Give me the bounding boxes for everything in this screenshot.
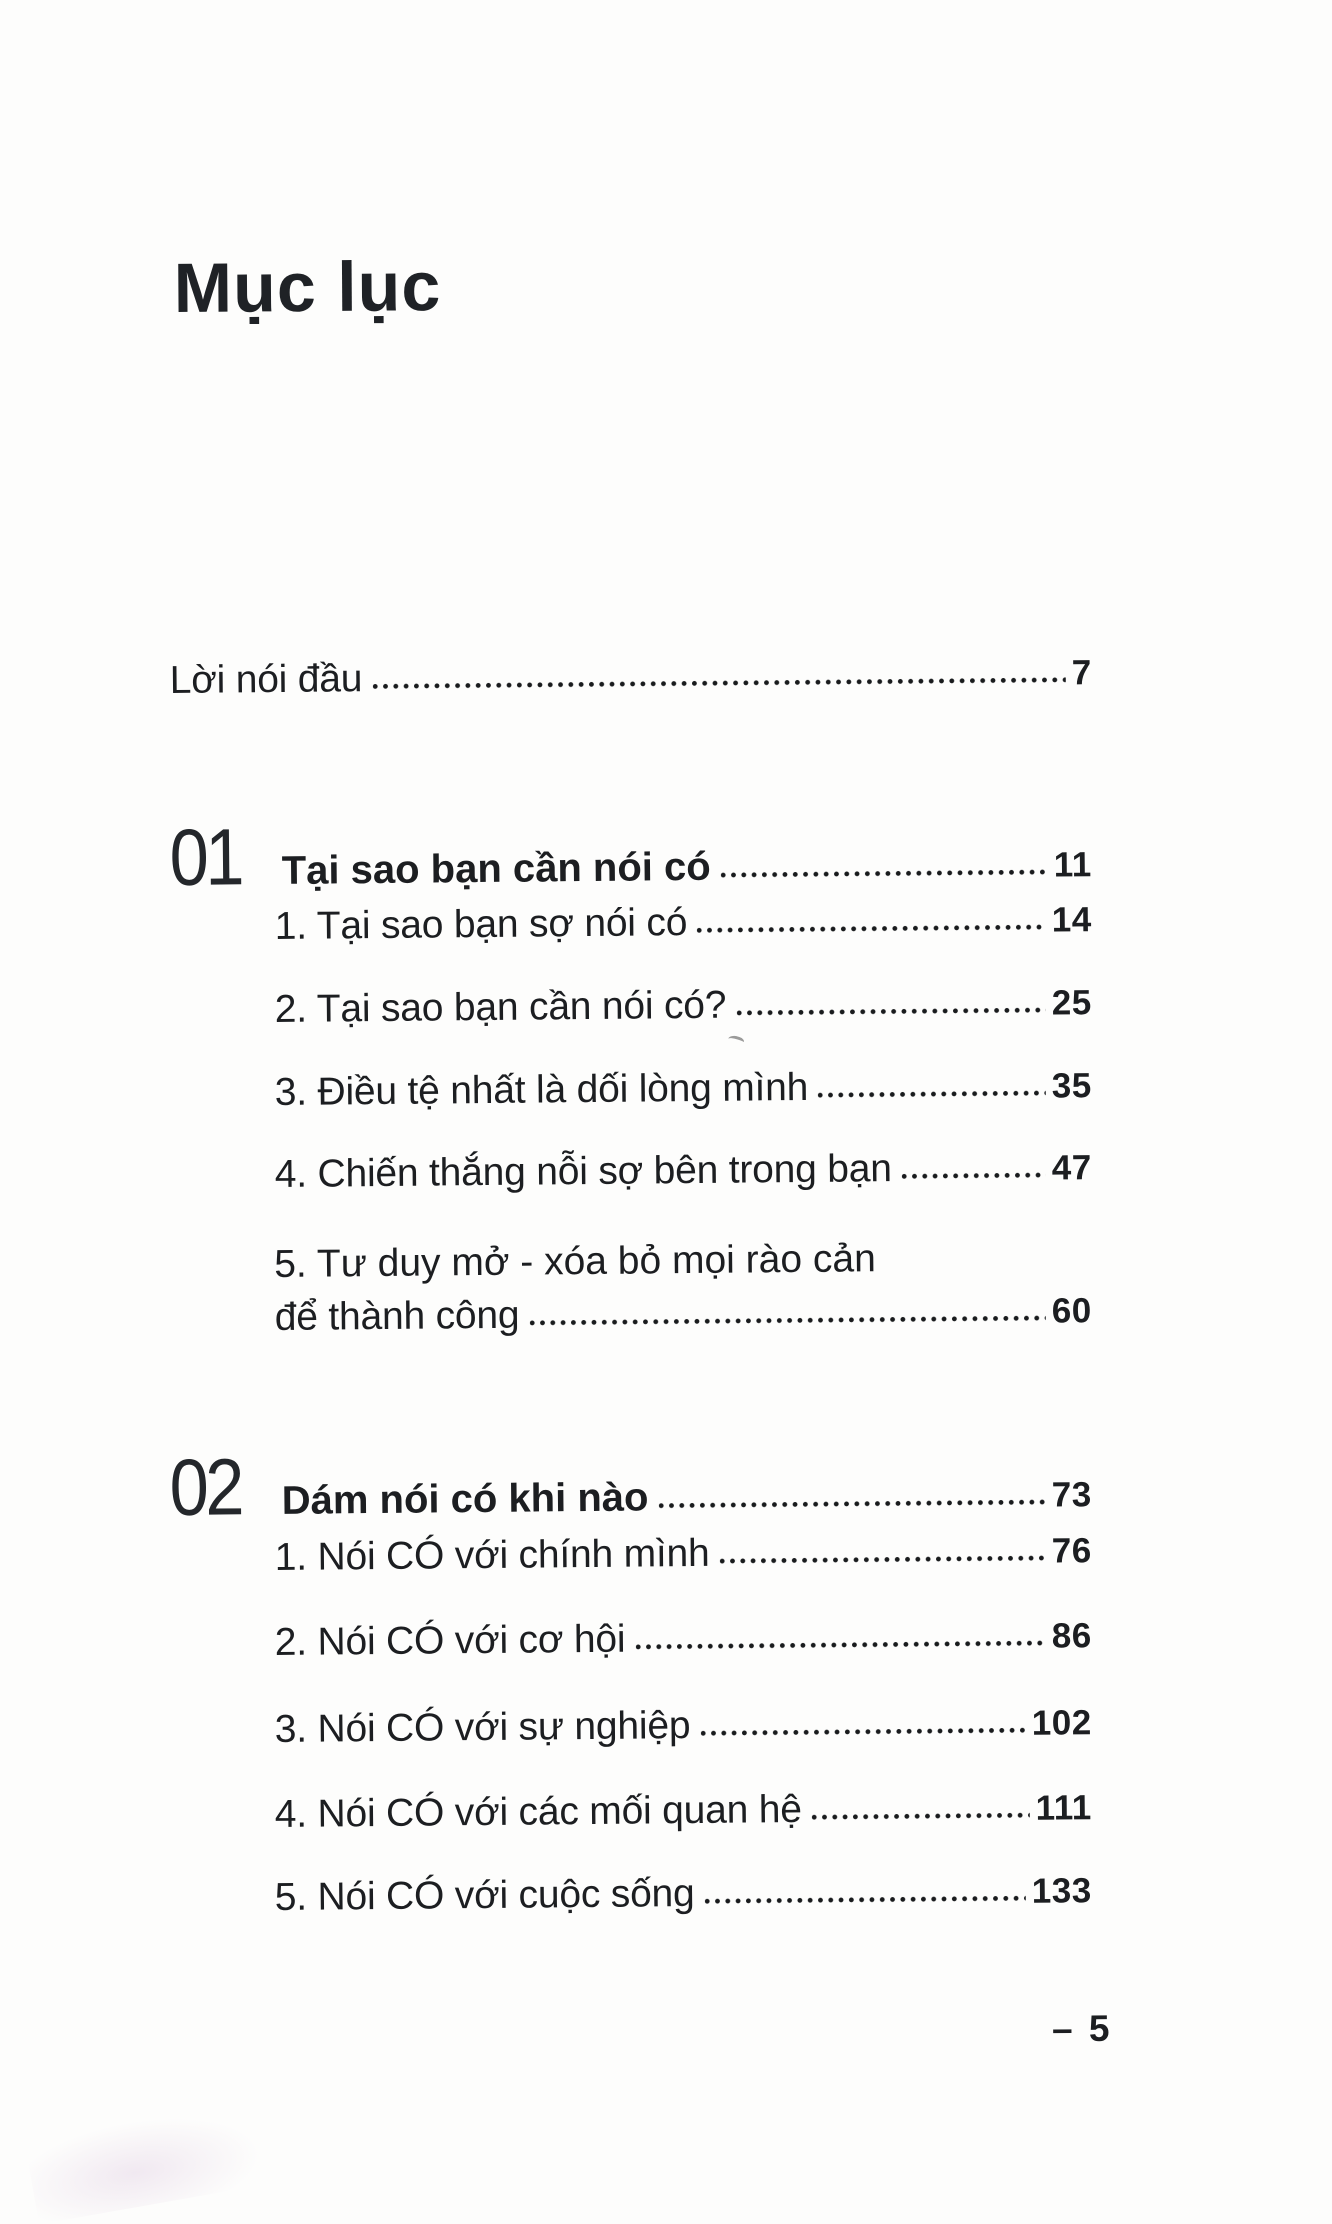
dot-leader xyxy=(705,1895,1026,1906)
toc-row-preface xyxy=(170,647,1092,707)
toc-entry-label: 3. Nói CÓ với sự nghiệp xyxy=(274,1704,691,1752)
toc-entry-page: 35 xyxy=(1051,1066,1092,1106)
toc-entry-label: 1. Tại sao bạn sợ nói có xyxy=(274,901,688,949)
dot-leader xyxy=(818,1090,1046,1100)
toc-entry-page: 60 xyxy=(1051,1291,1092,1331)
dot-leader xyxy=(812,1812,1030,1822)
toc-entry-label: 3. Điều tệ nhất là dối lòng mình xyxy=(274,1065,809,1115)
toc-entry-label: 2. Tại sao bạn cần nói có? xyxy=(274,983,727,1032)
toc-entry-page: 14 xyxy=(1051,900,1092,940)
toc-entry-page: 76 xyxy=(1051,1531,1092,1571)
toc-entry-page: 86 xyxy=(1051,1616,1092,1656)
dot-leader xyxy=(721,869,1048,880)
toc-entry-page: 7 xyxy=(1071,653,1092,693)
toc-row xyxy=(275,1610,1092,1669)
toc-row xyxy=(275,1697,1092,1756)
toc-row xyxy=(275,1782,1092,1841)
toc-row xyxy=(275,977,1092,1036)
dot-leader xyxy=(700,1727,1026,1738)
toc-row xyxy=(275,1525,1092,1584)
toc-entry-label: Lời nói đầu xyxy=(169,657,363,703)
toc-entry-page: 133 xyxy=(1031,1871,1092,1911)
section-title: Tại sao bạn cần nói có xyxy=(281,844,711,893)
toc-entry-label: 1. Nói CÓ với chính mình xyxy=(274,1531,710,1580)
toc-row xyxy=(274,1232,1092,1344)
toc-entry-label: 2. Nói CÓ với cơ hội xyxy=(274,1617,626,1665)
page-title: Mục lục xyxy=(173,247,442,328)
toc-entry-label-line2: để thành công xyxy=(274,1293,520,1340)
dot-leader xyxy=(902,1172,1046,1181)
toc-entry-page: 111 xyxy=(1035,1788,1092,1828)
toc-row xyxy=(275,894,1092,953)
section-number: 01 xyxy=(169,812,242,902)
section-number: 02 xyxy=(169,1442,242,1532)
page-number: – 5 xyxy=(1051,2007,1113,2050)
toc-row xyxy=(275,1865,1092,1924)
dot-leader xyxy=(372,676,1066,691)
toc-row xyxy=(275,1142,1092,1201)
dot-leader xyxy=(736,1007,1046,1018)
dot-leader xyxy=(635,1640,1046,1652)
toc-entry-page: 25 xyxy=(1051,983,1092,1023)
toc-entry-page: 102 xyxy=(1031,1703,1092,1743)
toc-section-header-01 xyxy=(169,809,1092,902)
toc-entry-label: 5. Tư duy mở - xóa bỏ mọi rào cản xyxy=(274,1237,876,1287)
section-title: Dám nói có khi nào xyxy=(281,1475,649,1523)
toc-entry-label: 4. Nói CÓ với các mối quan hệ xyxy=(274,1787,802,1837)
dot-leader xyxy=(529,1315,1045,1328)
toc-entry-label: 4. Chiến thắng nỗi sợ bên trong bạn xyxy=(274,1147,892,1197)
toc-row xyxy=(275,1060,1092,1119)
dot-leader xyxy=(697,924,1046,935)
scan-smudge xyxy=(24,2101,265,2224)
dot-leader xyxy=(658,1499,1045,1511)
toc-content xyxy=(170,0,1092,2200)
toc-entry-page: 47 xyxy=(1051,1148,1092,1188)
toc-entry-page: 73 xyxy=(1051,1475,1092,1515)
toc-entry-page: 11 xyxy=(1053,845,1092,885)
toc-entry-label: 5. Nói CÓ với cuộc sống xyxy=(274,1871,695,1920)
dot-leader xyxy=(720,1555,1046,1566)
toc-section-header-02 xyxy=(169,1439,1092,1532)
